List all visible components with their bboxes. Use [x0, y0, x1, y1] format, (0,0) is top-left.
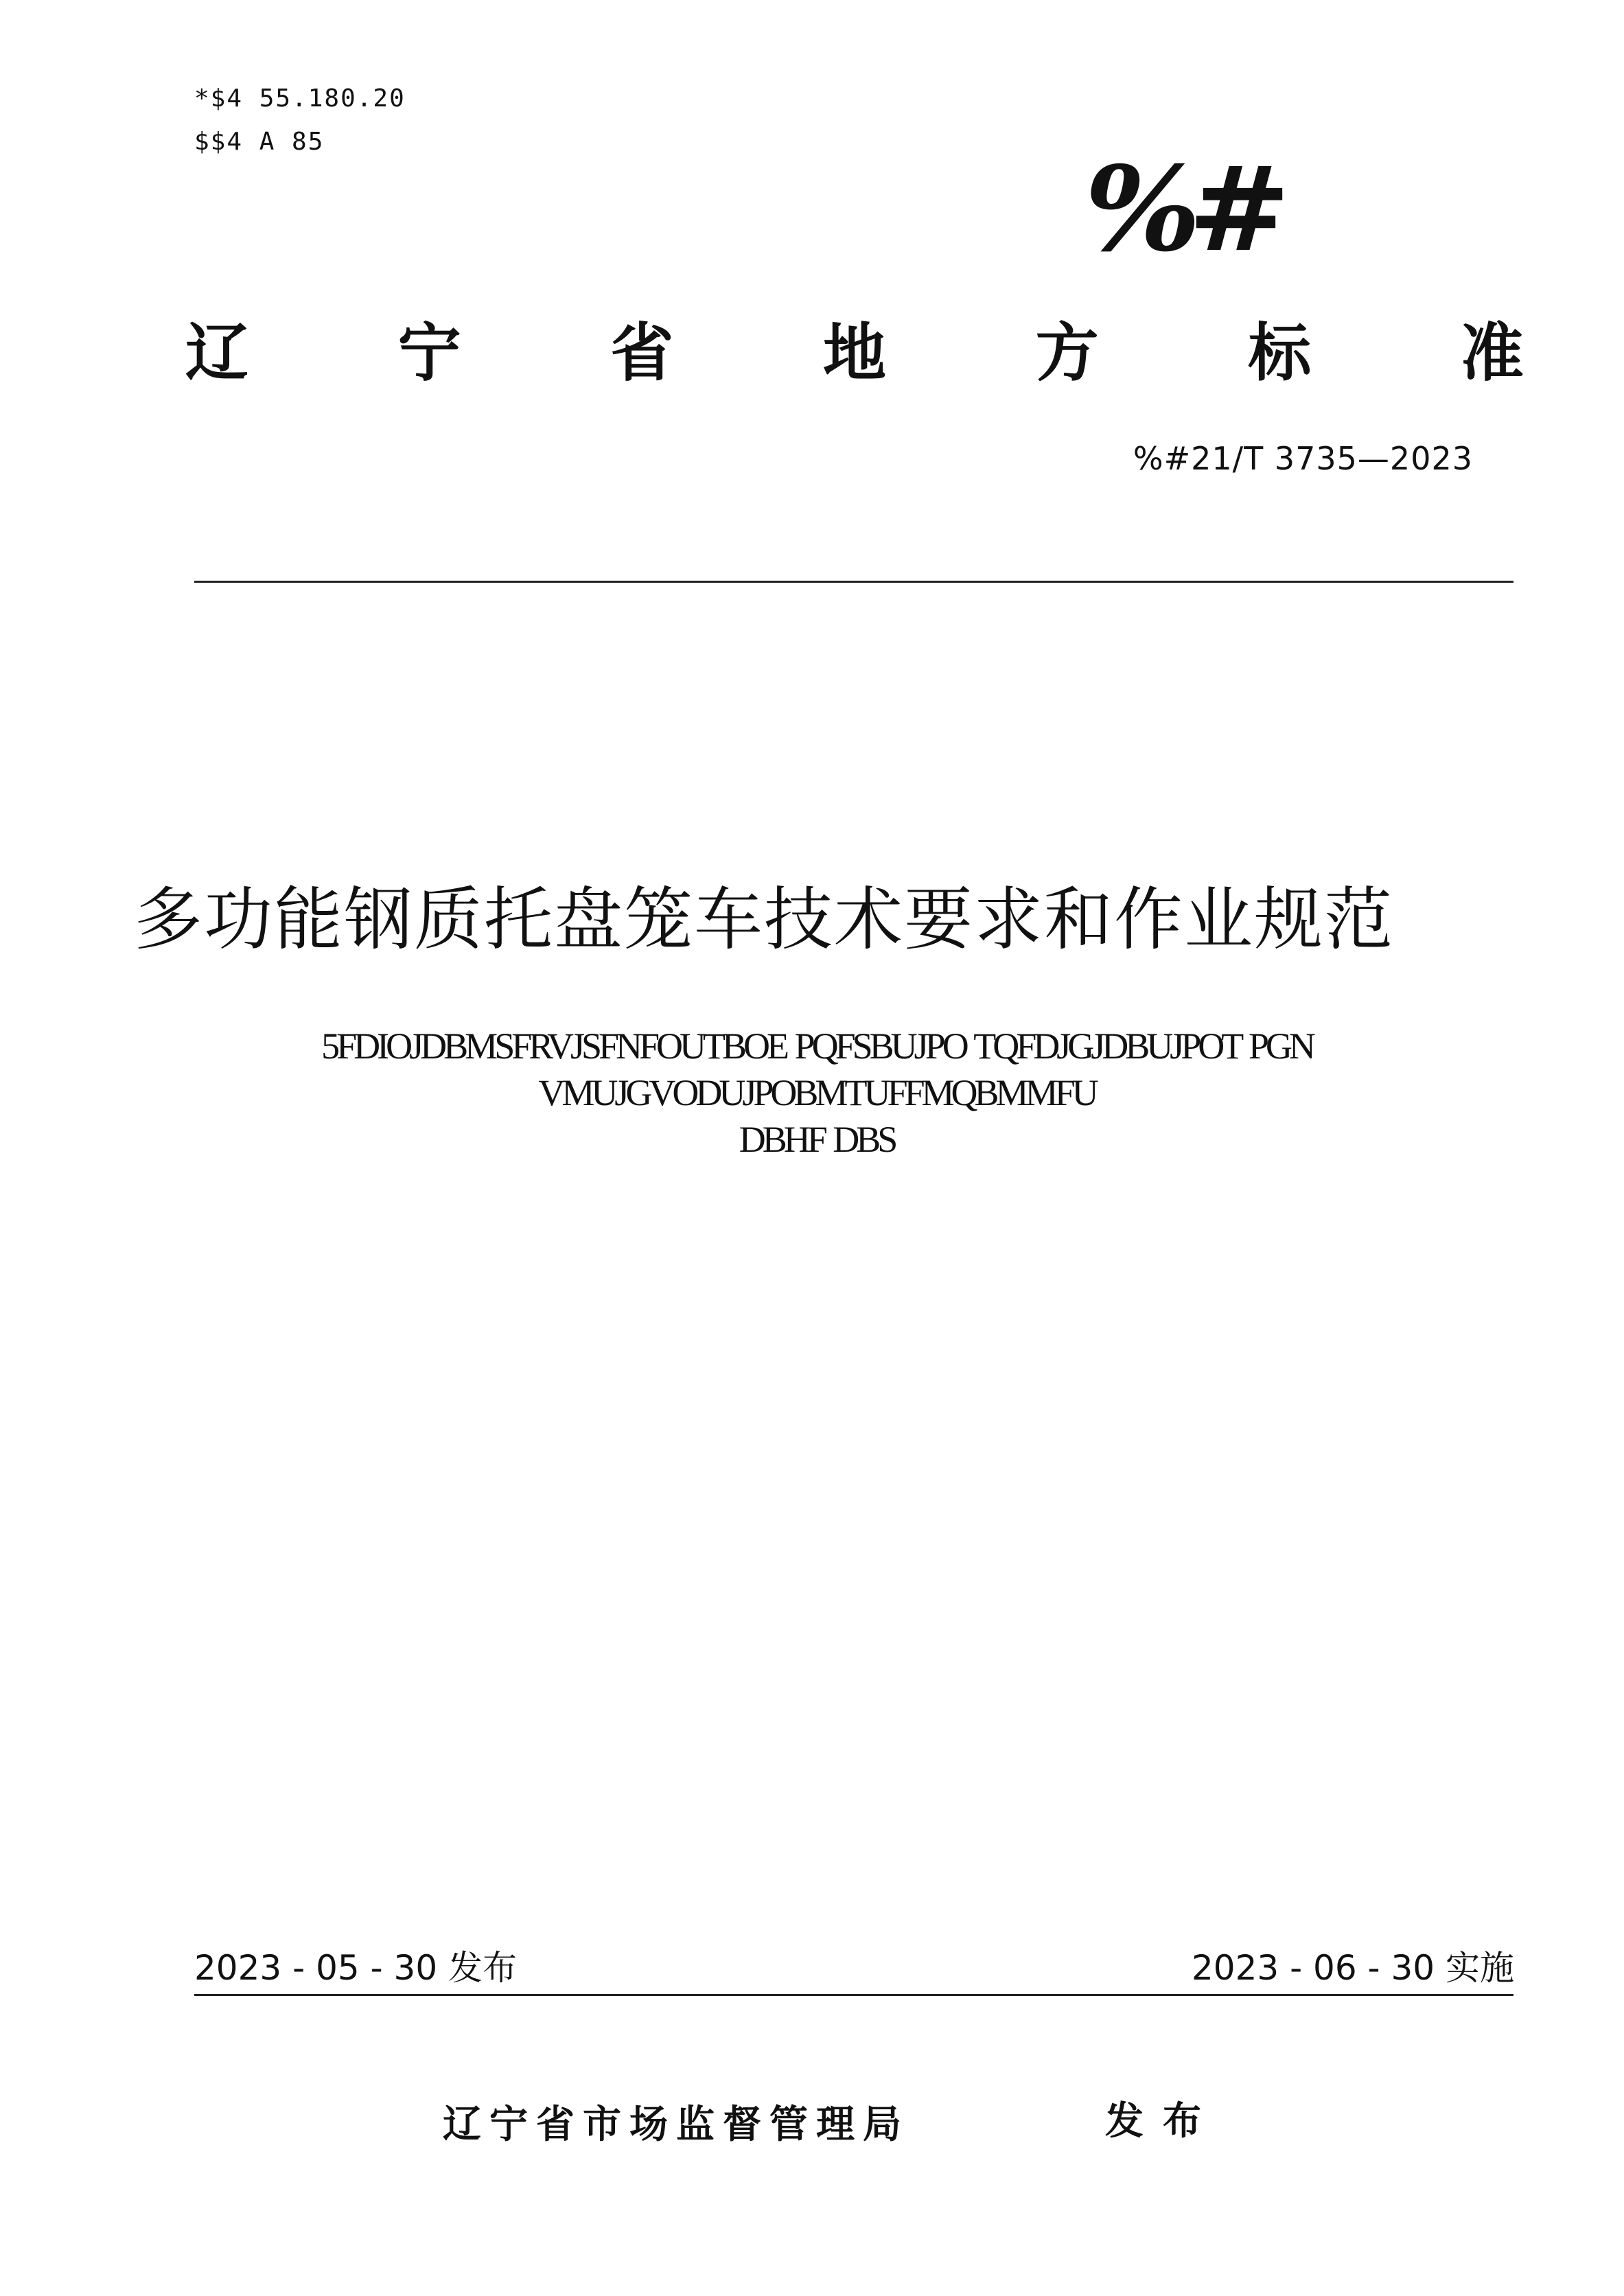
standard-number: %#21/T 3735—2023	[1133, 440, 1473, 477]
category-char: 方	[1035, 316, 1099, 390]
issue-label: 发布	[1105, 2099, 1220, 2144]
title-english-line-1: 5FDIOJDBMSFRVJSFNFOUTBOE PQFSBUJPO TQFDJGJDBUJPOT PGN VMUJGVODUJPOBMTUFFMQBMMFU	[321, 1025, 1312, 1113]
ccs-code: $$4 A 85	[194, 128, 325, 156]
category-char: 辽	[185, 316, 249, 390]
ics-code: *$4 55.180.20	[194, 84, 406, 113]
db-logo: %#	[1084, 141, 1278, 278]
category-char: 省	[610, 316, 674, 390]
category-char: 准	[1460, 316, 1524, 390]
category-char: 标	[1248, 316, 1312, 390]
implementation-date: 2023 - 06 - 30 实施	[1191, 1948, 1514, 1988]
title-chinese: 多功能钢质托盘笼车技术要求和作业规范	[134, 879, 1394, 960]
category-char: 地	[822, 316, 886, 390]
top-divider	[194, 581, 1513, 583]
bottom-divider	[194, 1994, 1513, 1996]
standard-category	[185, 316, 1524, 391]
category-char: 宁	[397, 316, 461, 390]
title-english	[172, 1023, 1462, 1163]
title-english-line-2: DBHF DBS	[739, 1119, 895, 1160]
issue-date: 2023 - 05 - 30 发布	[194, 1948, 518, 1988]
issuing-authority: 辽宁省市场监督管理局	[443, 2102, 909, 2147]
